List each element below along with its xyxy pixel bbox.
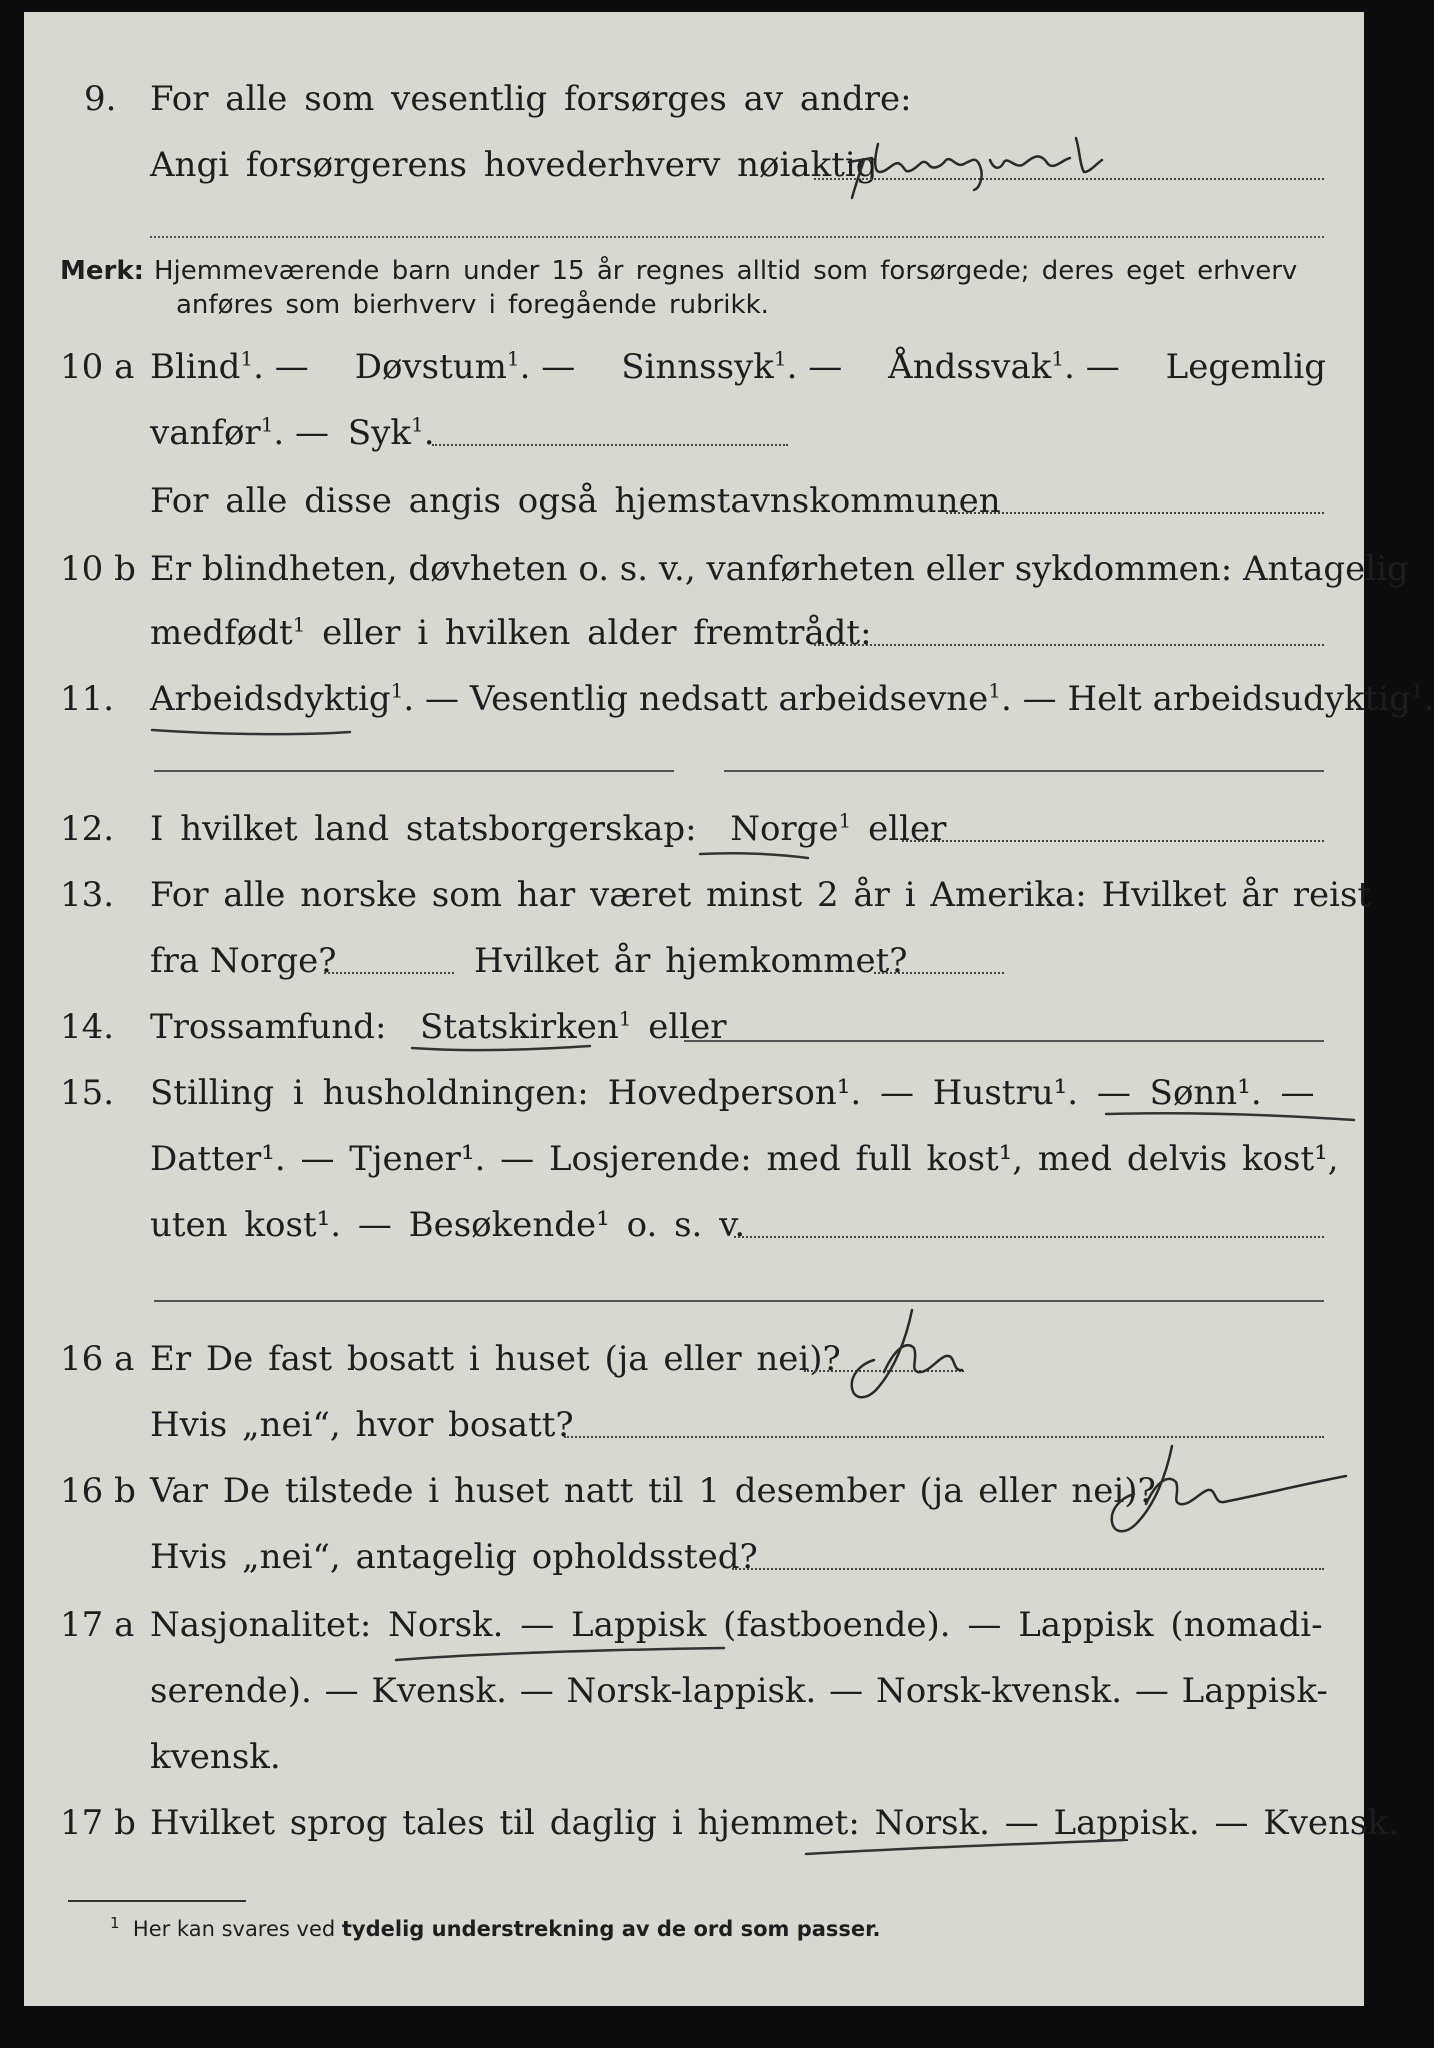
option-norge: Norge — [730, 809, 839, 849]
underline-arbeidsdyktig — [150, 722, 360, 742]
underline-sonn — [1104, 1106, 1364, 1126]
q17a-number: 17 a — [60, 1605, 135, 1645]
q9-extra-line — [150, 236, 1324, 238]
q10a-line3: For alle disse angis også hjemstavnskommunen — [150, 481, 1001, 521]
census-form-page — [24, 12, 1434, 2006]
q13-line2a: fra Norge? — [150, 941, 337, 981]
q11-line-right — [724, 770, 1324, 772]
q13-line1: For alle norske som har været minst 2 år i Amerika: Hvilket år reist — [150, 875, 1372, 915]
q9-line1: For alle som vesentlig forsørges av andre: — [150, 79, 912, 119]
q17b-number: 17 b — [60, 1803, 136, 1843]
underline-statskirken — [410, 1042, 600, 1058]
q10b-line1: Er blindheten, døvheten o. s. v., vanførheten eller sykdommen: Antagelig — [150, 549, 1409, 589]
merk-label: Merk: — [60, 256, 145, 286]
q10a-hjemstavn-line[interactable] — [946, 512, 1324, 514]
handwritten-ja-16b — [1084, 1432, 1354, 1542]
q10b-answer-line[interactable] — [814, 644, 1324, 646]
underline-norsk-lappisk-17b — [804, 1838, 1134, 1862]
q14-number: 14. — [60, 1007, 115, 1047]
q13-reist-line[interactable] — [324, 972, 454, 974]
q16b-line1: Var De tilstede i huset natt til 1 desember (ja eller nei)? — [150, 1471, 1156, 1511]
merk-line1: Hjemmeværende barn under 15 år regnes alltid som forsørgede; deres eget erhverv — [154, 256, 1298, 286]
q10b-line2: medfødt$^1$ eller i hvilken alder fremtrådt: — [150, 612, 872, 653]
option-norsk-lappisk-kvensk: Norsk. — Lappisk. — Kvensk. — [874, 1803, 1399, 1843]
q16a-line1: Er De fast bosatt i huset (ja eller nei)? — [150, 1339, 841, 1379]
merk-line2: anføres som bierhverv i foregående rubrikk. — [176, 290, 769, 320]
q12-answer-line[interactable] — [902, 840, 1324, 842]
q13-line2b: Hvilket år hjemkommet? — [474, 941, 908, 981]
footnote: $^1$ Her kan svares ved tydelig understrekning av de ord som passer. — [110, 1914, 881, 1941]
option-dovstum: Døvstum$^1$. — — [354, 346, 576, 387]
q10a-line1 — [150, 346, 1326, 387]
option-sinnssyk: Sinnssyk$^1$. — — [621, 346, 843, 387]
handwritten-occupation — [844, 130, 1244, 200]
q15-extra-line — [154, 1300, 1324, 1302]
footnote-rule — [68, 1900, 246, 1902]
q12-line: I hvilket land statsborgerskap: Norge$^1$ eller — [150, 808, 947, 849]
q15-line3: uten kost¹. — Besøkende¹ o. s. v. — [150, 1205, 746, 1245]
q15-line2: Datter¹. — Tjener¹. — Losjerende: med full kost¹, med delvis kost¹, — [150, 1139, 1339, 1179]
option-legemlig: Legemlig — [1165, 347, 1326, 387]
q10b-number: 10 b — [60, 549, 136, 589]
q14-line: Trossamfund: Statskirken$^1$ eller — [150, 1006, 727, 1047]
q9-line2: Angi forsørgerens hovederhverv nøiaktig — [150, 145, 878, 185]
q14-answer-line[interactable] — [684, 1040, 1324, 1042]
q17a-line2: serende). — Kvensk. — Norsk-lappisk. — Norsk-kvensk. — Lappisk- — [150, 1671, 1328, 1711]
option-statskirken: Statskirken — [420, 1007, 619, 1047]
q16a-number: 16 a — [60, 1339, 135, 1379]
q15-line1: Stilling i husholdningen: Hovedperson¹. — Hustru¹. — Sønn¹. — — [150, 1073, 1315, 1113]
q16b-opholdssted-line[interactable] — [732, 1568, 1324, 1570]
underline-norsk-lappisk — [394, 1644, 734, 1668]
q11-line: Arbeidsdyktig$^1$. — Vesentlig nedsatt arbeidsevne$^1$. — Helt arbeidsudyktig$^1$. — [150, 678, 1434, 719]
q17b-line: Hvilket sprog tales til daglig i hjemmet: Norsk. — Lappisk. — Kvensk. — [150, 1803, 1399, 1843]
q10a-line2: vanfør$^1$. — Syk$^1$. — [150, 412, 435, 453]
q9-number: 9. — [84, 79, 117, 119]
q17a-line3: kvensk. — [150, 1737, 281, 1777]
q12-number: 12. — [60, 809, 115, 849]
q16b-line2: Hvis „nei“, antagelig opholdssted? — [150, 1537, 758, 1577]
q17a-line1: Nasjonalitet: Norsk. — Lappisk (fastboende). — Lappisk (nomadi- — [150, 1605, 1323, 1645]
handwritten-ja-16a — [814, 1300, 994, 1410]
q13-number: 13. — [60, 875, 115, 915]
underline-norge — [698, 848, 818, 864]
option-andssvak: Åndssvak$^1$. — — [888, 346, 1120, 387]
q11-line-left — [154, 770, 674, 772]
q16b-number: 16 b — [60, 1471, 136, 1511]
q10a-answer-line[interactable] — [432, 444, 788, 446]
q10a-number: 10 a — [60, 347, 135, 387]
q16a-line2: Hvis „nei“, hvor bosatt? — [150, 1405, 574, 1445]
q13-hjemkommet-line[interactable] — [874, 972, 1004, 974]
q15-number: 15. — [60, 1073, 115, 1113]
option-blind: Blind$^1$. — — [150, 346, 309, 387]
q11-number: 11. — [60, 679, 115, 719]
q15-answer-line[interactable] — [734, 1236, 1324, 1238]
